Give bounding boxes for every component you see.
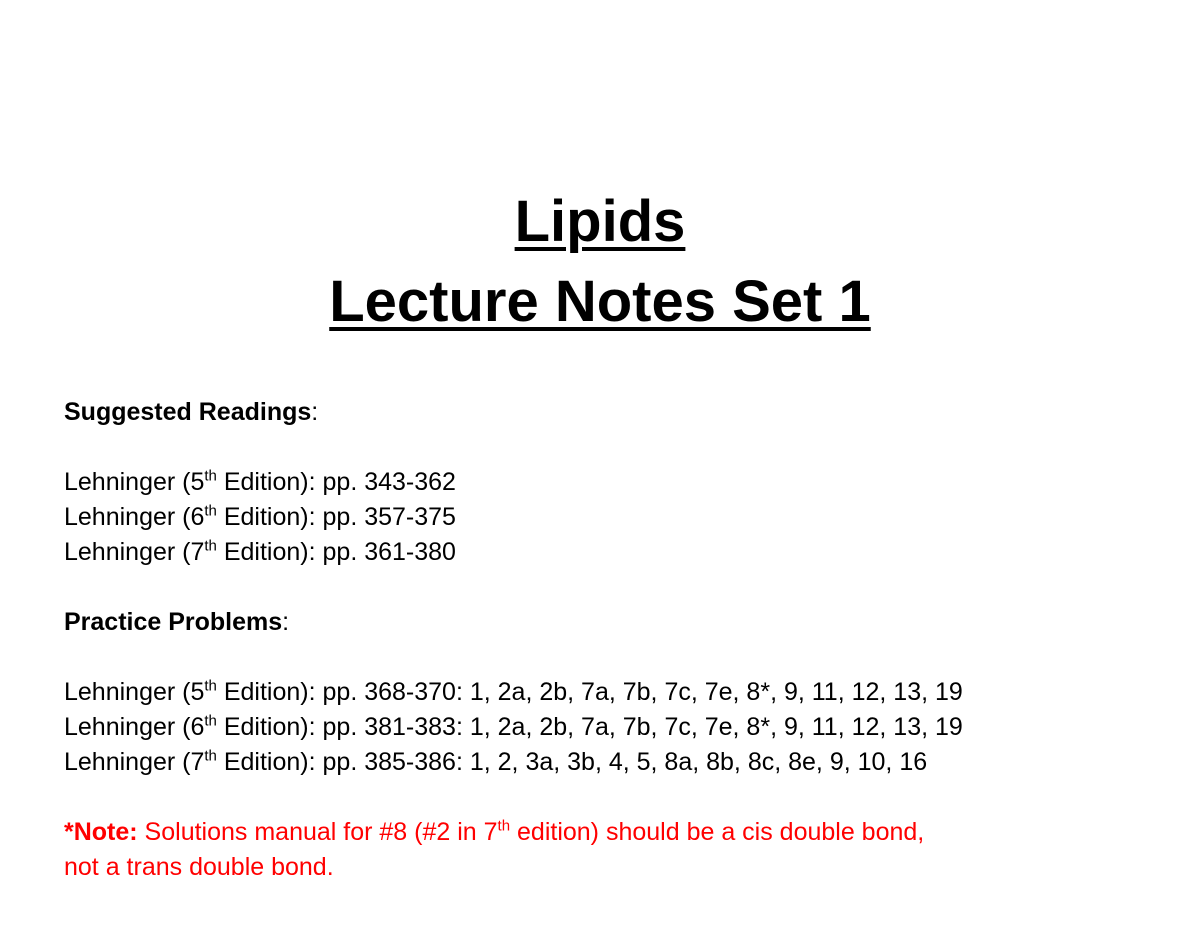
problem-item bbox=[64, 710, 1174, 745]
problem-item-prefix: Lehninger (6 bbox=[64, 713, 205, 741]
reading-item-suffix: Edition): pp. 357-375 bbox=[216, 503, 456, 531]
note-line-1-sup: th bbox=[497, 817, 511, 835]
reading-item-suffix: Edition): pp. 361-380 bbox=[216, 538, 456, 566]
readings-heading bbox=[64, 395, 1174, 430]
spacer bbox=[64, 640, 1174, 675]
problem-item-suffix: Edition): pp. 385-386: 1, 2, 3a, 3b, 4, 5, 8a, 8b, 8c, 8e, 9, 10, 16 bbox=[216, 748, 928, 776]
reading-item bbox=[64, 465, 1174, 500]
reading-item-sup: th bbox=[204, 537, 217, 555]
problem-item bbox=[64, 675, 1174, 710]
readings-heading-colon: : bbox=[311, 398, 319, 426]
subtitle-text: Lecture Notes Set 1 bbox=[329, 269, 871, 334]
note-label: *Note: bbox=[64, 818, 138, 846]
problems-heading-text: Practice Problems bbox=[64, 608, 283, 636]
reading-item-prefix: Lehninger (6 bbox=[64, 503, 205, 531]
problem-item-sup: th bbox=[204, 747, 217, 765]
reading-item-prefix: Lehninger (7 bbox=[64, 538, 205, 566]
readings-list bbox=[64, 465, 1174, 570]
note-line-1 bbox=[64, 815, 1174, 850]
problem-item-sup: th bbox=[204, 677, 217, 695]
problem-item-suffix: Edition): pp. 368-370: 1, 2a, 2b, 7a, 7b, 7c, 7e, 8*, 9, 11, 12, 13, 19 bbox=[216, 678, 963, 706]
title-line-2 bbox=[0, 262, 1200, 342]
note-line-2: not a trans double bond. bbox=[64, 853, 334, 881]
problems-heading-colon: : bbox=[282, 608, 290, 636]
content-body bbox=[64, 395, 1174, 885]
problem-item-prefix: Lehninger (5 bbox=[64, 678, 205, 706]
reading-item-suffix: Edition): pp. 343-362 bbox=[216, 468, 456, 496]
problem-item bbox=[64, 745, 1174, 780]
title-block bbox=[0, 182, 1200, 342]
spacer bbox=[64, 570, 1174, 605]
spacer bbox=[64, 780, 1174, 815]
reading-item bbox=[64, 500, 1174, 535]
readings-heading-text: Suggested Readings bbox=[64, 398, 312, 426]
reading-item-prefix: Lehninger (5 bbox=[64, 468, 205, 496]
problems-list bbox=[64, 675, 1174, 780]
reading-item bbox=[64, 535, 1174, 570]
problem-item-suffix: Edition): pp. 381-383: 1, 2a, 2b, 7a, 7b, 7c, 7e, 8*, 9, 11, 12, 13, 19 bbox=[216, 713, 963, 741]
reading-item-sup: th bbox=[204, 502, 217, 520]
spacer bbox=[64, 430, 1174, 465]
note-line-1-prefix: Solutions manual for #8 (#2 in 7 bbox=[137, 818, 498, 846]
note-block bbox=[64, 815, 1174, 885]
reading-item-sup: th bbox=[204, 467, 217, 485]
problem-item-prefix: Lehninger (7 bbox=[64, 748, 205, 776]
problem-item-sup: th bbox=[204, 712, 217, 730]
title-line-1 bbox=[0, 182, 1200, 262]
problems-heading bbox=[64, 605, 1174, 640]
title-text: Lipids bbox=[514, 189, 686, 254]
note-line-1-suffix: edition) should be a cis double bond, bbox=[510, 818, 925, 846]
